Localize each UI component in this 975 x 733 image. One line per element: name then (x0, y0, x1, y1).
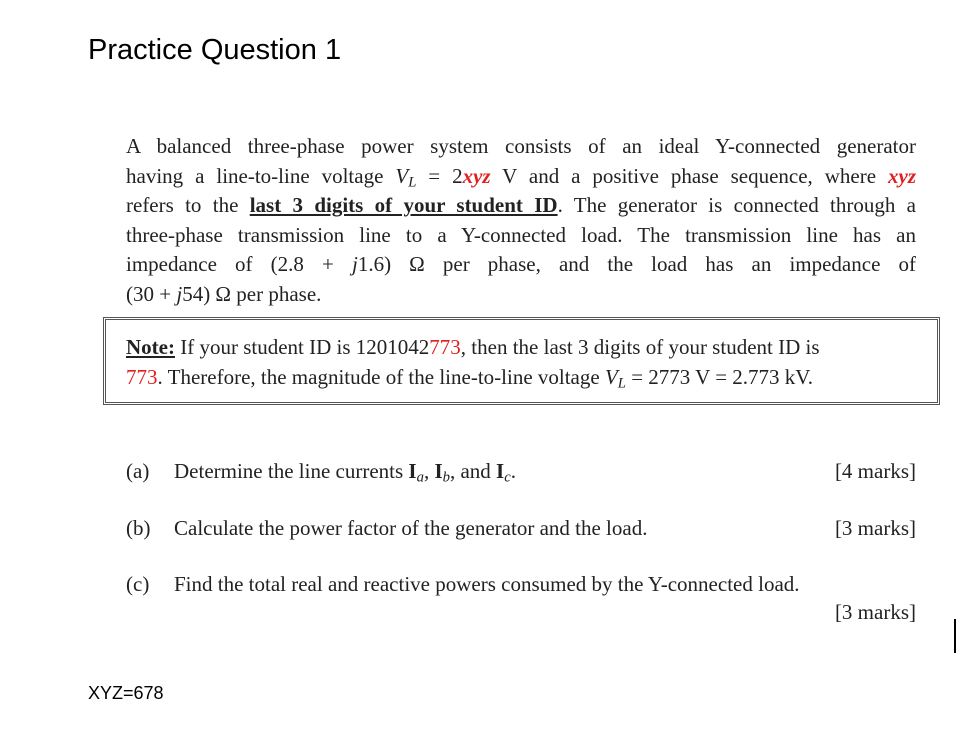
problem-line-4: three-phase transmission line to a Y-connected load. The transmission line has an (126, 222, 916, 247)
text-cursor (954, 619, 956, 653)
voltage-subscript: L (408, 174, 417, 191)
imaginary-unit: j (176, 281, 183, 306)
xyz-value: XYZ=678 (88, 683, 164, 703)
text-span: refers to the (126, 193, 250, 218)
text-span: 1.6) Ω per phase, and the load has an impedance of (357, 252, 916, 277)
voltage-var: V (604, 365, 618, 389)
problem-line-5 (126, 250, 916, 280)
note-content (126, 332, 921, 392)
text-span: . Therefore, the magnitude of the line-to-line voltage (157, 365, 605, 389)
current-subscript: b (442, 469, 450, 486)
text-span: having a line-to-line voltage (126, 163, 396, 188)
problem-line-1: A balanced three-phase power system consists of an ideal Y-connected generator (126, 134, 916, 158)
text-span: impedance of (2.8 + (126, 252, 352, 277)
note-line-1 (126, 332, 921, 362)
student-id-emphasis: last 3 digits of your student ID (249, 193, 558, 218)
current-subscript: a (416, 469, 424, 486)
current-symbol: I (434, 459, 443, 483)
question-text (174, 457, 516, 485)
note-line-2 (126, 362, 921, 392)
text-span: . The generator is connected through a (557, 193, 916, 218)
text-span: , (423, 459, 435, 483)
text-span: (30 + (126, 281, 177, 306)
question-marks: [3 marks] (834, 600, 916, 624)
current-symbol: I (408, 459, 417, 483)
problem-statement (126, 132, 916, 310)
current-symbol: I (496, 459, 505, 483)
xyz-placeholder: xyz (462, 163, 491, 188)
question-marks: [3 marks] (834, 516, 916, 540)
current-subscript: c (504, 469, 511, 486)
text-span: , and (449, 459, 497, 483)
page-title: Practice Question 1 (88, 34, 342, 66)
text-span: = 2 (416, 163, 463, 188)
question-text: Find the total real and reactive powers consumed by the Y-connected load. (174, 572, 800, 596)
example-digits: 773 (126, 365, 158, 389)
problem-line-3 (126, 191, 916, 221)
question-text: Calculate the power factor of the generator and the load. (174, 516, 648, 540)
voltage-symbol (395, 163, 417, 191)
imaginary-unit: j (351, 252, 358, 277)
text-span: = 2773 V = 2.773 kV. (625, 365, 814, 389)
example-digits: 773 (429, 335, 461, 359)
xyz-placeholder: xyz (888, 163, 916, 188)
text-span: V and a positive phase sequence, where (490, 163, 888, 188)
problem-line-6 (126, 280, 916, 310)
text-span: If your student ID is 1201042 (174, 335, 430, 359)
text-span: Determine the line currents (174, 459, 409, 483)
voltage-symbol (604, 365, 626, 392)
problem-line-2 (126, 162, 916, 192)
text-span: . (510, 459, 517, 483)
question-label: (a) (126, 459, 150, 483)
text-span: 54) Ω per phase. (182, 281, 322, 306)
question-marks: [4 marks] (834, 459, 916, 483)
question-label: (c) (126, 572, 150, 596)
voltage-subscript: L (617, 375, 626, 392)
note-box (103, 317, 940, 405)
question-label: (b) (126, 516, 151, 540)
voltage-var: V (395, 163, 409, 188)
text-span: , then the last 3 digits of your student ID is (460, 335, 820, 359)
note-label: Note: (126, 335, 175, 359)
